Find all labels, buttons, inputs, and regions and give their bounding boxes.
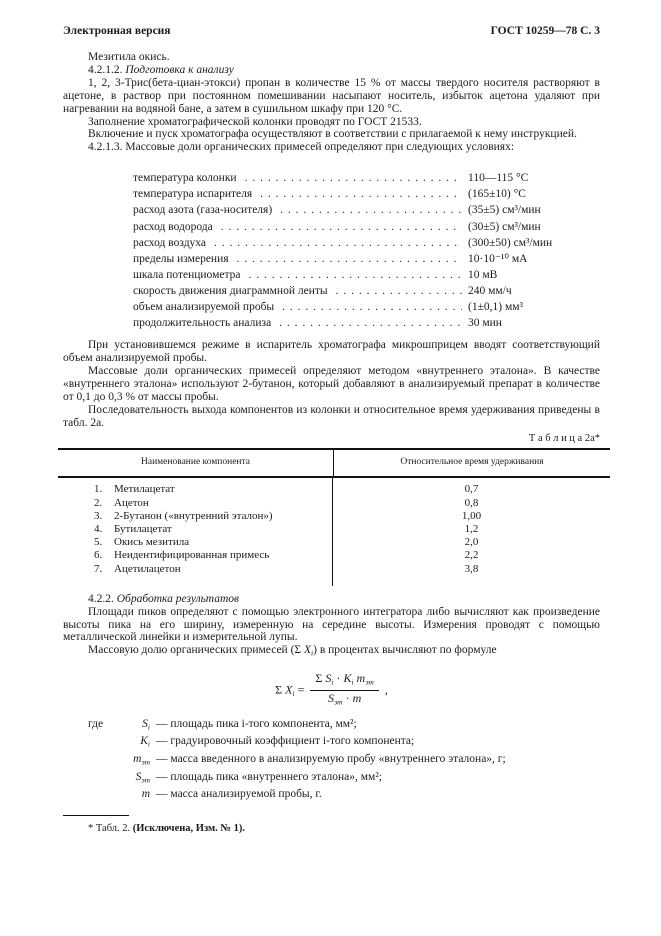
condition-label: скорость движения диаграммной ленты [133,284,328,297]
table-header-row [58,450,610,478]
fraction-numerator [310,672,378,691]
condition-value: (1±0,1) мм³ [468,301,523,313]
numerator-k-subscript: i [351,677,354,687]
paragraph-column-fill: Заполнение хроматографической колонки проводят по ГОСТ 21533. [88,115,422,128]
intro-section [63,51,600,154]
results-section [63,593,600,661]
document-content [63,51,600,836]
denominator-s: S [327,691,334,706]
paragraph-preparation: 1, 2, 3-Трис(бета-циан-этокси) пропан в количестве 15 % от массы твердого носителя растворяют в ацетоне, в раствор при постоянном помешивании насыпают носитель, избыток ацетона удаляют при нагревании на водяной бане, а затем в сушильном шкафу при 120 °С. [63,76,600,115]
retention-value: 2,0 [464,536,479,549]
formula-block [63,672,600,710]
symbol-letter: S [135,770,142,783]
table-row [94,483,332,496]
condition-row [133,188,600,204]
symbol-subscript: i [147,739,150,749]
condition-value: (300±50) см³/мин [468,236,553,249]
variable-x-subscript: i [311,648,314,658]
dot-leader [282,301,462,314]
component-name: Неидентифицированная примесь [114,549,270,562]
table-caption: Т а б л и ц а 2а* [528,432,600,444]
condition-value: 30 мин [468,317,502,330]
definition-symbol [116,734,150,752]
denominator-s-subscript: эт [333,697,343,707]
middle-section [63,339,600,429]
component-name: Ацетон [114,496,149,509]
condition-row [133,269,600,285]
table-body [58,478,610,585]
definition-text: — масса анализируемой пробы, г. [156,788,322,801]
denominator-m: m [352,691,362,706]
retention-value: 3,8 [464,562,479,575]
paragraph-sequence: Последовательность выхода компонентов из колонки и относительное время удерживания приведены в табл. 2а. [63,403,600,429]
definition-symbol [116,717,150,735]
condition-label: шкала потенциометра [133,268,241,281]
multiplication-dot: · [333,670,344,685]
formula-comma: , [381,682,388,697]
condition-row [133,317,600,333]
definition-row [88,717,600,735]
table-row [94,563,332,576]
condition-label: расход водорода [133,220,213,233]
table-column-names [58,478,333,585]
section-title: Обработка результатов [116,592,239,605]
symbol-letter: S [142,717,148,730]
formula-lhs-subscript: i [292,688,295,698]
retention-value: 0,8 [464,496,479,509]
dot-leader [279,317,462,330]
table-header-label: Относительное время удерживания [400,457,544,468]
dot-leader [336,285,462,298]
condition-row [133,204,600,220]
condition-label: расход воздуха [133,236,207,249]
conditions-list [133,172,600,333]
definitions-prefix-spacer [88,752,116,770]
condition-label: продолжительность анализа [133,317,272,330]
paragraph-mass-fraction [63,644,600,660]
condition-row [133,172,600,188]
component-name: Окись мезитила [114,536,190,549]
symbol-subscript: эт [141,775,150,785]
numerator-m: m [353,670,366,685]
dot-leader [245,172,462,185]
symbol-subscript: i [147,722,150,732]
definitions-prefix: где [88,717,104,730]
table-row [94,497,332,510]
definition-symbol [116,752,150,770]
header-gost-number: ГОСТ 10259—78 С. 3 [490,25,600,37]
condition-value: (35±5) см³/мин [468,204,541,217]
condition-label: температура испарителя [133,188,253,201]
table-header-component [58,450,334,476]
row-number: 1. [94,483,103,496]
definition-text: — площадь пика «внутреннего эталона», мм²; [156,770,382,783]
section-title: Подготовка к анализу [125,63,234,76]
footnote-bold-text: (Исключена, Изм. № 1). [132,823,245,835]
footnote-marker-text: * Табл. 2. [88,823,133,835]
row-number: 4. [94,522,103,535]
table-row [94,536,332,549]
definition-text: — градуировочный коэффициент i-того компонента; [156,735,415,748]
table-row [94,523,332,536]
dot-leader [260,188,462,201]
condition-value: 240 мм/ч [468,284,512,297]
condition-label: температура колонки [133,172,237,185]
condition-row [133,253,600,269]
retention-value: 0,7 [464,483,479,496]
condition-row [133,285,600,301]
condition-value: 110—115 °С [468,172,529,185]
footnote [63,823,600,836]
dot-leader [221,221,462,234]
definition-row [88,752,600,770]
condition-label: пределы измерения [133,252,229,265]
definition-text: — площадь пика i-того компонента, мм²; [156,717,357,730]
paragraph-mezitil: Мезитила окись. [88,51,170,63]
definition-row [88,787,600,805]
table-header-retention [334,450,610,476]
definitions-prefix-spacer [88,770,116,788]
definition-symbol [116,770,150,788]
symbol-letter: m [141,788,150,801]
symbol-subscript: эт [141,757,150,767]
variable-x: X [303,644,312,657]
component-name: Метилацетат [114,483,175,496]
dot-leader [280,204,462,217]
numerator-s-subscript: i [331,677,334,687]
section-number: 4.2.2. [88,592,114,605]
condition-label: объем анализируемой пробы [133,301,275,313]
dot-leader [214,237,462,250]
row-number: 7. [94,562,103,575]
definition-row [88,770,600,788]
mass-fraction-text-pre: Массовую долю органических примесей (Σ [88,644,304,657]
paragraph-internal-standard: Массовые доли органических примесей определяют методом «внутреннего эталона». В качестве «внутреннего эталона» используют 2-бутанон, который добавляют в анализируемый препарат в количестве от 0,1 до 0,3 % от массы пробы. [63,365,600,403]
numerator-sigma: Σ [315,670,326,685]
paragraph-peak-areas: Площади пиков определяют с помощью электронного интегратора либо вычисляют как произведение высоты пика на его ширину, измеренную на середине высоты. Измерения проводят с помощью металлической линейки и измерительной лупы. [63,605,600,644]
paragraph-regime: При установившемся режиме в испаритель хроматографа микрошприцем вводят соответствующий объем анализируемой пробы. [63,339,600,365]
mass-fraction-formula [275,672,388,710]
dot-leader [237,253,462,266]
numerator-s: S [325,670,332,685]
fraction-denominator [310,691,378,709]
paragraph-startup: Включение и пуск хроматографа осуществляют в соответствии с прилагаемой к нему инструкцией. [88,128,577,141]
definitions-prefix-spacer [88,787,116,805]
condition-row [133,301,600,317]
condition-row [133,221,600,237]
formula-lhs-sigma: Σ [275,682,286,697]
condition-label: расход азота (газа-носителя) [133,204,273,217]
section-heading-4213: 4.2.1.3. Массовые доли органических примесей определяют при следующих условиях: [88,141,515,154]
condition-value: (165±10) °С [468,188,526,201]
component-name: Ацетилацетон [114,562,181,575]
numerator-m-subscript: эт [365,677,374,687]
component-name: 2-Бутанон («внутренний эталон») [114,509,273,522]
retention-value: 1,00 [461,509,482,522]
condition-value: 10 мВ [468,268,498,281]
retention-value: 1,2 [464,522,479,535]
definition-symbol [116,787,150,805]
row-number: 3. [94,509,103,522]
section-heading-4212 [63,64,600,77]
definitions-list [88,717,600,806]
component-name: Бутилацетат [114,522,172,535]
fraction [310,672,378,710]
section-heading-422 [63,593,600,606]
table-row [94,549,332,562]
condition-value: (30±5) см³/мин [468,220,541,233]
symbol-letter: K [140,735,148,748]
retention-table [58,448,610,585]
header-edition-label: Электронная версия [63,25,171,37]
condition-value: 10·10⁻¹⁰ мА [468,252,528,265]
definition-row [88,734,600,752]
row-number: 6. [94,549,103,562]
section-number: 4.2.1.2. [88,63,123,76]
dot-leader [248,269,462,282]
table-header-label: Наименование компонента [141,457,250,468]
definitions-prefix-spacer [88,734,116,752]
page-header [63,24,600,38]
numerator-k: K [343,670,352,685]
mass-fraction-text-post: ) в процентах вычисляют по формуле [313,644,497,657]
equals-sign: = [294,682,308,697]
table-column-values [333,478,610,585]
symbol-letter: m [133,753,142,766]
condition-row [133,237,600,253]
row-number: 2. [94,496,103,509]
multiplication-dot: · [342,691,353,706]
table-row [94,510,332,523]
retention-value: 2,2 [464,549,479,562]
footnote-rule [63,815,129,816]
row-number: 5. [94,536,103,549]
formula-lhs-variable: X [285,682,293,697]
definition-text: — масса введенного в анализируемую пробу «внутреннего эталона», г; [156,753,506,766]
